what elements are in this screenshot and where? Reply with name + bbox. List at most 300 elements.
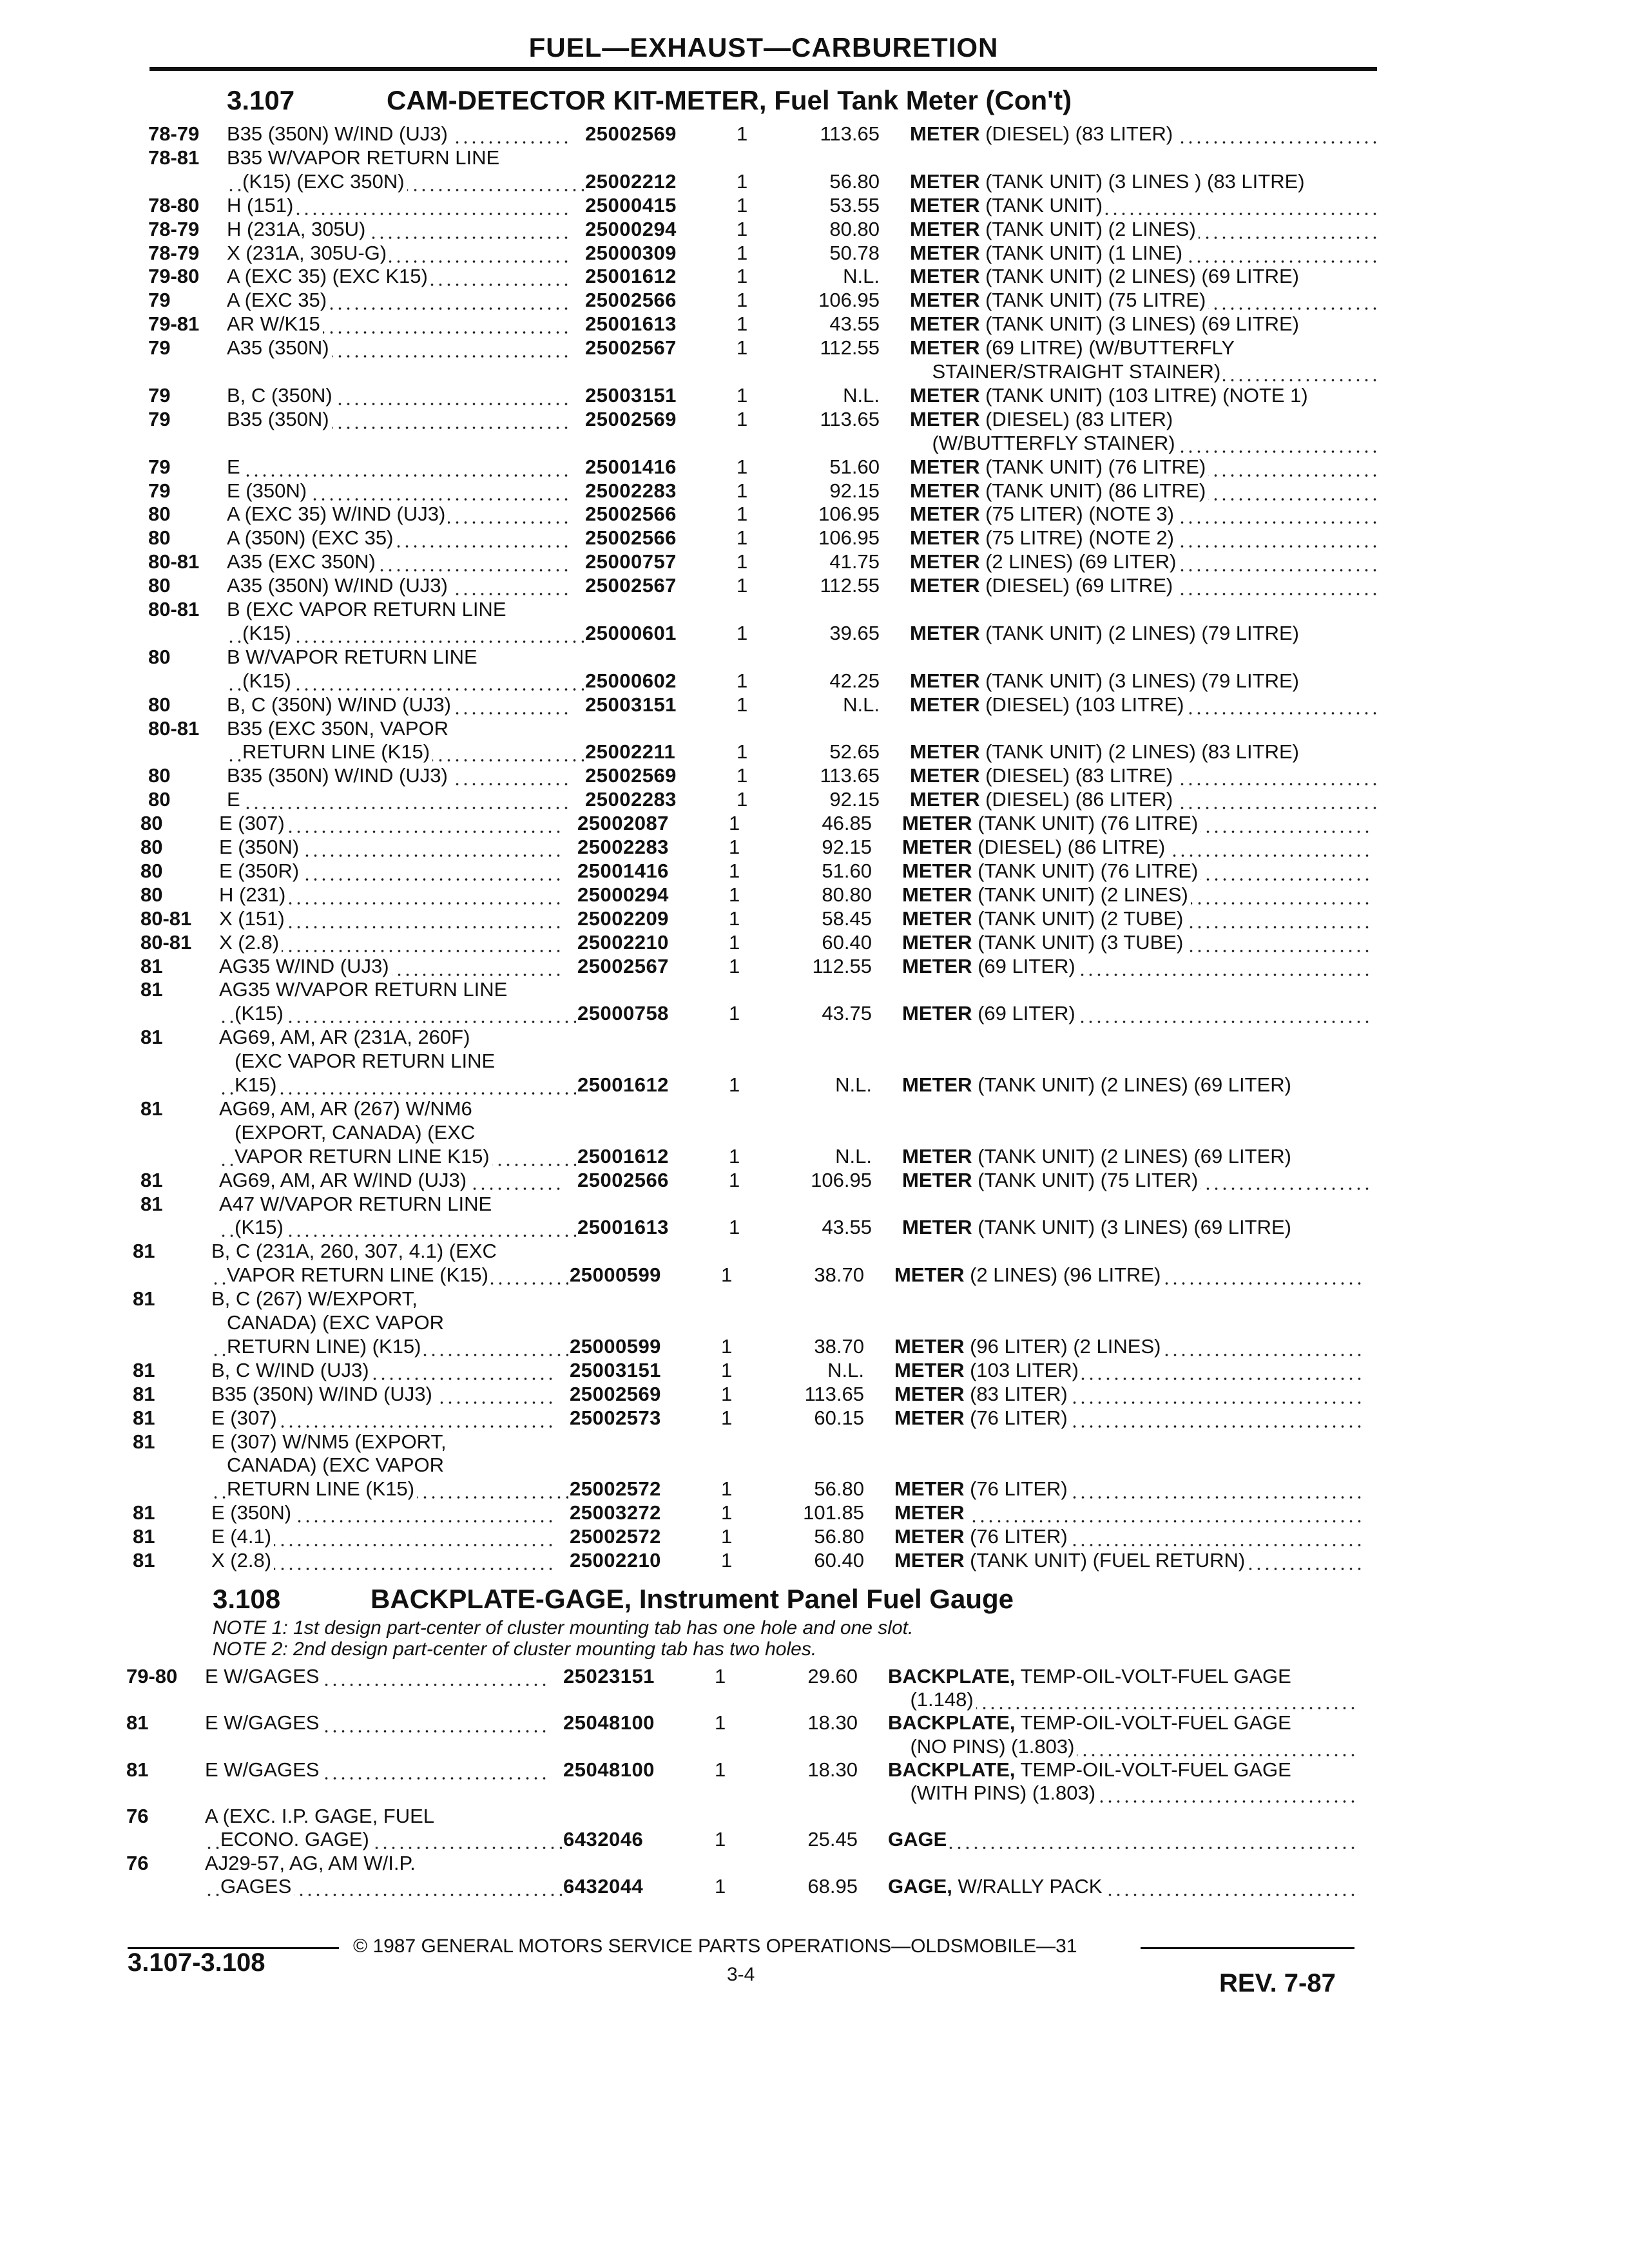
model-description [205, 1688, 546, 1711]
part-name-detail: (103 LITER) [964, 1358, 1079, 1381]
part-name [910, 574, 1377, 597]
part-name [910, 242, 1377, 265]
part-name-bold: METER [910, 479, 980, 502]
part-name [894, 1359, 1362, 1382]
year-range: 79 [148, 455, 171, 478]
part-name [902, 1073, 1369, 1097]
price: N.L. [827, 1358, 864, 1381]
price: 112.55 [812, 954, 872, 977]
part-name-detail: (TANK UNIT) (FUEL RETURN) [964, 1549, 1246, 1571]
year-range: 80 [148, 788, 171, 811]
price: 113.65 [820, 122, 880, 145]
part-name-bold: METER [910, 574, 980, 597]
part-name-detail: (DIESEL) (86 LITRE) [972, 836, 1166, 858]
year-range: 81 [140, 1168, 163, 1191]
price: 51.60 [829, 455, 880, 478]
part-name-detail: (TANK UNIT) (103 LITRE) (NOTE 1) [979, 383, 1308, 407]
part-number: 25000601 [585, 621, 677, 644]
model-description: X (151) [219, 907, 561, 930]
part-name [902, 836, 1369, 859]
part-name-detail: (TANK UNIT) (75 LITRE) [979, 289, 1206, 312]
part-number: 25003151 [585, 383, 677, 407]
part-name-bold: METER [910, 621, 980, 644]
part-name-detail: (TANK UNIT) (2 LINES) (69 LITER) [972, 1144, 1291, 1168]
price: N.L. [843, 693, 880, 716]
price: 41.75 [829, 550, 880, 573]
price: 42.25 [829, 669, 880, 692]
part-name-bold: METER [910, 740, 980, 764]
part-number: 25002569 [585, 407, 677, 430]
model-description: AG69, AM, AR (231A, 260F) [219, 1026, 561, 1049]
model-description: AG69, AM, AR W/IND (UJ3) [219, 1169, 561, 1192]
year-range: 80 [140, 883, 163, 906]
part-name [894, 1383, 1362, 1406]
part-number: 25048100 [563, 1711, 655, 1735]
part-name [910, 598, 1377, 621]
part-name-bold: METER [902, 930, 972, 954]
quantity: 1 [737, 383, 748, 407]
model-description: CANADA) (EXC VAPOR [211, 1454, 568, 1477]
part-number: 25002566 [585, 289, 677, 312]
part-name [910, 764, 1377, 787]
year-range: 81 [133, 1549, 155, 1571]
quantity: 1 [737, 241, 748, 264]
part-name [902, 860, 1369, 883]
part-number: 25002212 [585, 169, 677, 193]
part-name [902, 1169, 1369, 1192]
part-number: 25000602 [585, 669, 677, 692]
section-note: NOTE 2: 2nd design part-center of cluster mounting tab has two holes. [213, 1639, 817, 1660]
part-number: 25000294 [585, 217, 677, 240]
quantity: 1 [737, 503, 748, 526]
price: 113.65 [820, 764, 880, 787]
part-name-bold: METER [910, 265, 980, 288]
model-description: B35 W/VAPOR RETURN LINE [227, 146, 568, 169]
price: 43.75 [822, 1002, 872, 1025]
part-name-detail: (DIESEL) (83 LITRE) [979, 764, 1173, 787]
part-name-bold: METER [902, 1002, 972, 1025]
part-name [902, 1216, 1369, 1239]
model-description: E (307) W/NM5 (EXPORT, [211, 1430, 553, 1454]
page-number: 3-4 [727, 1964, 755, 1985]
part-name-bold: METER [910, 526, 980, 550]
year-range: 80 [148, 693, 171, 716]
quantity: 1 [737, 455, 748, 478]
quantity: 1 [729, 1144, 740, 1168]
model-description: AG35 W/VAPOR RETURN LINE [219, 978, 561, 1001]
part-name [888, 1805, 1355, 1828]
model-description: B35 (350N) W/IND (UJ3) [211, 1383, 553, 1406]
quantity: 1 [721, 1406, 733, 1429]
year-range: 80-81 [148, 716, 200, 740]
price: 56.80 [814, 1477, 864, 1501]
part-name-bold: METER [910, 241, 980, 264]
part-name-detail: (TANK UNIT) (2 LINES) (79 LITRE) [979, 621, 1299, 644]
part-number: 25000309 [585, 241, 677, 264]
part-number: 25002566 [577, 1168, 669, 1191]
part-name-bold: METER [902, 1216, 972, 1239]
model-description: E (4.1) [211, 1525, 553, 1548]
part-name-bold: METER [902, 859, 972, 882]
model-description: (K15) (EXC 350N) [227, 170, 584, 193]
part-name-bold: METER [902, 954, 972, 977]
revision-label: REV. 7-87 [1219, 1969, 1336, 1997]
part-name-detail: (TANK UNIT) (2 LINES) [979, 217, 1196, 240]
part-name-bold: METER [910, 336, 980, 360]
part-name [888, 1665, 1355, 1688]
model-description: E (307) [211, 1407, 553, 1430]
year-range: 81 [133, 1525, 155, 1548]
part-number: 25002572 [570, 1525, 661, 1548]
part-number: 25002566 [585, 526, 677, 550]
price: 38.70 [814, 1264, 864, 1287]
header-rule [149, 67, 1377, 71]
model-description: E (350R) [219, 860, 561, 883]
part-name [894, 1501, 1362, 1524]
price: 68.95 [807, 1874, 858, 1898]
part-name-bold: GAGE, [888, 1874, 952, 1898]
part-name [902, 978, 1369, 1001]
year-range: 81 [126, 1711, 149, 1735]
year-range: 80-81 [148, 598, 200, 620]
part-number: 25000599 [570, 1334, 661, 1358]
quantity: 1 [737, 312, 748, 336]
price: 92.15 [822, 836, 872, 858]
year-range: 79 [148, 479, 171, 502]
model-description: A35 (EXC 350N) [227, 550, 568, 573]
quantity: 1 [721, 1264, 733, 1287]
price: 25.45 [807, 1828, 858, 1851]
year-range: 78-80 [148, 193, 200, 216]
model-description: VAPOR RETURN LINE (K15) [211, 1264, 568, 1287]
quantity: 1 [737, 169, 748, 193]
part-number: 25023151 [563, 1665, 655, 1687]
part-name-bold: BACKPLATE, [888, 1711, 1016, 1735]
model-description: E (307) [219, 812, 561, 835]
part-number: 25001612 [577, 1073, 669, 1096]
model-description: RETURN LINE) (K15) [211, 1335, 568, 1358]
part-name [894, 1407, 1362, 1430]
part-name-bold: METER [910, 289, 980, 312]
year-range: 78-79 [148, 217, 200, 240]
year-range: 81 [140, 1026, 163, 1049]
price: 92.15 [829, 479, 880, 502]
part-name [902, 1121, 1369, 1144]
part-number: 25000758 [577, 1002, 669, 1025]
model-description: GAGES [205, 1875, 562, 1898]
year-range: 81 [133, 1287, 155, 1311]
price: 43.55 [822, 1216, 872, 1239]
part-name-bold: METER [910, 693, 980, 716]
part-number: 25003272 [570, 1501, 661, 1524]
part-number: 25000294 [577, 883, 669, 906]
quantity: 1 [721, 1501, 733, 1524]
year-range: 80 [148, 645, 171, 668]
part-name-detail: (76 LITER) [964, 1525, 1068, 1548]
part-number: 25001613 [577, 1216, 669, 1239]
year-range: 79-80 [126, 1665, 178, 1687]
part-name [910, 265, 1377, 288]
part-name-detail: (TANK UNIT) (2 LINES) (69 LITER) [972, 1073, 1291, 1096]
quantity: 1 [729, 907, 740, 930]
quantity: 1 [721, 1358, 733, 1381]
part-name-detail: (DIESEL) (69 LITRE) [979, 574, 1173, 597]
part-name [894, 1335, 1362, 1358]
model-description: AR W/K15 [227, 312, 568, 336]
part-name-detail: (TANK UNIT) (2 LINES) (69 LITRE) [979, 265, 1299, 288]
part-number: 25002572 [570, 1477, 661, 1501]
part-name-bold: BACKPLATE, [888, 1665, 1016, 1687]
part-name [902, 812, 1369, 835]
part-name [902, 1193, 1369, 1216]
part-number: 25003151 [585, 693, 677, 716]
price: 112.55 [820, 574, 880, 597]
part-name-bold: METER [902, 812, 972, 835]
part-name [910, 788, 1377, 811]
part-name [894, 1287, 1362, 1311]
part-name-detail: (2 LINES) (96 LITRE) [964, 1264, 1161, 1287]
year-range: 80-81 [140, 930, 192, 954]
part-number: 25000415 [585, 193, 677, 216]
part-name-bold: METER [894, 1525, 965, 1548]
quantity: 1 [729, 1002, 740, 1025]
year-range: 80 [148, 503, 171, 526]
price: 60.40 [822, 930, 872, 954]
year-range: 79 [148, 336, 171, 360]
part-number: 25002569 [570, 1382, 661, 1405]
model-description [205, 1782, 546, 1805]
quantity: 1 [737, 193, 748, 216]
part-name-detail: (NO PINS) (1.803) [888, 1735, 1075, 1758]
part-number: 25001612 [585, 265, 677, 288]
part-number: 25002567 [585, 574, 677, 597]
quantity: 1 [721, 1549, 733, 1571]
section-title: CAM-DETECTOR KIT-METER, Fuel Tank Meter (Con't) [387, 85, 1072, 115]
year-range: 80-81 [148, 550, 200, 573]
part-name-detail: (TANK UNIT) (3 LINES ) (83 LITRE) [979, 169, 1305, 193]
model-description: X (231A, 305U-G) [227, 242, 568, 265]
part-number: 25001416 [577, 859, 669, 882]
model-description: A (EXC 35) W/IND (UJ3) [227, 503, 568, 526]
part-name-detail: (69 LITER) [972, 954, 1075, 977]
part-name-detail: (TANK UNIT) (1 LINE) [979, 241, 1183, 264]
part-name [902, 907, 1369, 930]
model-description: AG69, AM, AR (267) W/NM6 [219, 1097, 561, 1120]
price: 112.55 [820, 336, 880, 360]
part-name [910, 622, 1377, 645]
part-name [902, 1050, 1369, 1073]
part-name-bold: METER [910, 383, 980, 407]
part-name [888, 1852, 1355, 1875]
part-name [902, 883, 1369, 907]
part-name-bold: METER [894, 1382, 965, 1405]
quantity: 1 [721, 1334, 733, 1358]
part-name-detail: (TANK UNIT) (3 LINES) (69 LITRE) [979, 312, 1299, 336]
year-range: 80 [148, 526, 171, 550]
part-name [910, 693, 1377, 716]
part-name [902, 1002, 1369, 1025]
part-number: 25002087 [577, 812, 669, 835]
part-name-bold: METER [910, 217, 980, 240]
part-name-bold: METER [910, 788, 980, 811]
year-range: 81 [133, 1501, 155, 1524]
part-name [910, 312, 1377, 336]
part-name [902, 1145, 1369, 1168]
part-number: 25002283 [577, 836, 669, 858]
part-name-bold: METER [894, 1264, 965, 1287]
year-range: 78-79 [148, 122, 200, 145]
price: 106.95 [818, 526, 880, 550]
part-name [910, 717, 1377, 740]
part-name-bold: METER [894, 1477, 965, 1501]
price: N.L. [843, 265, 880, 288]
model-description [205, 1735, 546, 1758]
part-name [888, 1688, 1355, 1711]
section-title: BACKPLATE-GAGE, Instrument Panel Fuel Gauge [371, 1584, 1014, 1614]
model-description: E (350N) [219, 836, 561, 859]
part-name [902, 1097, 1369, 1120]
part-name [910, 384, 1377, 407]
model-description: A35 (350N) W/IND (UJ3) [227, 574, 568, 597]
part-name-detail: (76 LITER) [964, 1406, 1068, 1429]
part-name-detail: (69 LITRE) (W/BUTTERFLY [979, 336, 1235, 360]
part-name-detail: (TANK UNIT) (3 TUBE) [972, 930, 1184, 954]
quantity: 1 [715, 1874, 726, 1898]
quantity: 1 [737, 693, 748, 716]
part-name [910, 503, 1377, 526]
quantity: 1 [715, 1828, 726, 1851]
part-number: 25001416 [585, 455, 677, 478]
part-name-bold: METER [894, 1549, 965, 1571]
quantity: 1 [721, 1477, 733, 1501]
model-description: E (350N) [227, 479, 568, 503]
price: 51.60 [822, 859, 872, 882]
part-name [910, 170, 1377, 193]
section-number: 3.107 [227, 85, 295, 115]
model-description: RETURN LINE (K15) [211, 1477, 568, 1501]
quantity: 1 [737, 669, 748, 692]
model-description: A (EXC 35) (EXC K15) [227, 265, 568, 288]
price: 38.70 [814, 1334, 864, 1358]
year-range: 79 [148, 289, 171, 312]
part-name-detail: (TANK UNIT) (86 LITRE) [979, 479, 1206, 502]
price: 46.85 [822, 812, 872, 835]
quantity: 1 [721, 1382, 733, 1405]
quantity: 1 [737, 621, 748, 644]
part-name-bold: METER [894, 1406, 965, 1429]
part-name [902, 955, 1369, 978]
model-description: E (350N) [211, 1501, 553, 1524]
quantity: 1 [737, 764, 748, 787]
model-description: ECONO. GAGE) [205, 1828, 562, 1851]
part-name [902, 1026, 1369, 1049]
part-name-bold: METER [902, 907, 972, 930]
quantity: 1 [729, 812, 740, 835]
section-range: 3.107-3.108 [128, 1948, 265, 1977]
year-range: 81 [140, 1097, 163, 1120]
part-name-detail: (TANK UNIT) (2 LINES) [972, 883, 1188, 906]
part-name [894, 1311, 1362, 1334]
model-description: B, C (350N) [227, 384, 568, 407]
part-name [894, 1477, 1362, 1501]
part-name-detail: (DIESEL) (83 LITER) [979, 407, 1173, 430]
quantity: 1 [737, 336, 748, 360]
part-name-detail: (W/BUTTERFLY STAINER) [910, 431, 1175, 454]
year-range: 78-79 [148, 241, 200, 264]
part-number: 25000599 [570, 1264, 661, 1287]
model-description [227, 360, 568, 383]
year-range: 79-80 [148, 265, 200, 288]
quantity: 1 [729, 1216, 740, 1239]
model-description: B35 (350N) [227, 408, 568, 431]
part-name [894, 1430, 1362, 1454]
price: 58.45 [822, 907, 872, 930]
part-name [894, 1240, 1362, 1263]
part-name [888, 1758, 1355, 1782]
quantity: 1 [737, 265, 748, 288]
model-description: (K15) [227, 669, 584, 693]
quantity: 1 [715, 1758, 726, 1781]
part-number: 25002569 [585, 122, 677, 145]
footer-rule-right [1141, 1947, 1354, 1949]
quantity: 1 [737, 289, 748, 312]
part-name-detail: (75 LITER) (NOTE 3) [979, 503, 1174, 526]
part-name-bold: METER [910, 669, 980, 692]
part-name-detail: (WITH PINS) (1.803) [888, 1782, 1096, 1804]
model-description: A35 (350N) [227, 336, 568, 360]
quantity: 1 [715, 1665, 726, 1687]
part-name-bold: METER [902, 1144, 972, 1168]
year-range: 80 [148, 764, 171, 787]
part-number: 25002211 [585, 740, 676, 764]
price: 60.40 [814, 1549, 864, 1571]
model-description: B, C (231A, 260, 307, 4.1) (EXC [211, 1240, 553, 1263]
part-name-bold: METER [902, 1168, 972, 1191]
year-range: 76 [126, 1805, 149, 1828]
part-name [910, 336, 1377, 360]
part-name [910, 408, 1377, 431]
quantity: 1 [737, 788, 748, 811]
quantity: 1 [737, 526, 748, 550]
quantity: 1 [729, 954, 740, 977]
part-name-bold: METER [910, 550, 980, 573]
model-description: B W/VAPOR RETURN LINE [227, 646, 568, 669]
quantity: 1 [729, 930, 740, 954]
part-name [910, 432, 1377, 455]
price: 80.80 [829, 217, 880, 240]
part-name-detail: W/RALLY PACK [952, 1874, 1103, 1898]
part-name-detail: (TANK UNIT) (76 LITRE) [972, 859, 1199, 882]
part-name [910, 669, 1377, 693]
copyright-line: © 1987 GENERAL MOTORS SERVICE PARTS OPERATIONS—OLDSMOBILE—31 [353, 1936, 1077, 1957]
part-name [910, 360, 1377, 383]
part-name-bold: METER [910, 455, 980, 478]
year-range: 80 [148, 574, 171, 597]
model-description: AG35 W/IND (UJ3) [219, 955, 561, 978]
part-name [910, 526, 1377, 550]
part-name [910, 218, 1377, 241]
model-description: A (EXC 35) [227, 289, 568, 312]
part-number: 25002567 [577, 954, 669, 977]
part-name [902, 931, 1369, 954]
price: 56.80 [829, 169, 880, 193]
year-range: 79 [148, 407, 171, 430]
model-description: E [227, 788, 568, 811]
part-number: 25002283 [585, 788, 677, 811]
part-number: 25002569 [585, 764, 677, 787]
part-number: 25048100 [563, 1758, 655, 1781]
price: 18.30 [807, 1758, 858, 1781]
